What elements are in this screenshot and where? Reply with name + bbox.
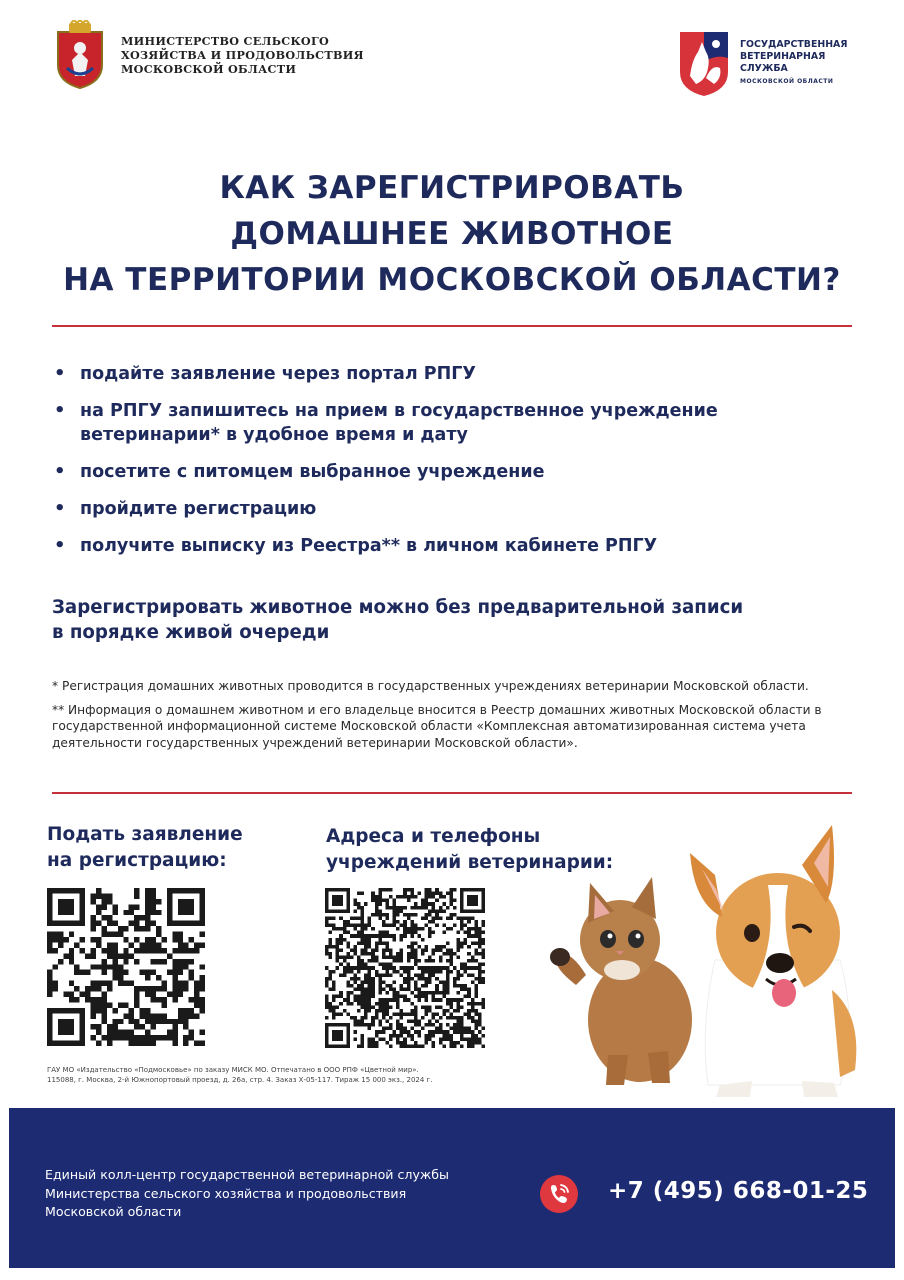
title-line-2: ДОМАШНЕЕ ЖИВОТНОЕ [230, 216, 674, 252]
apply-qr-heading [47, 822, 243, 874]
call-center-line-2: Министерства сельского хозяйства и продовольствия [45, 1185, 407, 1201]
registration-steps-list [52, 362, 852, 571]
vet-line-1: ГОСУДАРСТВЕННАЯ [740, 38, 848, 50]
phone-icon [540, 1175, 578, 1213]
imprint-line-2: 115088, г. Москва, 2-й Южнопортовый проезд, д. 26а, стр. 4. Заказ Х-05-117. Тираж 15 000 экз., 2024 г. [47, 1075, 433, 1084]
ministry-line-3: МОСКОВСКОЙ ОБЛАСТИ [121, 62, 297, 76]
ministry-line-2: ХОЗЯЙСТВА И ПРОДОВОЛЬСТВИЯ [121, 48, 364, 62]
vet-service-name [740, 39, 848, 88]
vet-service-block [676, 28, 848, 98]
apply-qr-code[interactable] [46, 888, 206, 1046]
step-item: • на РПГУ запишитесь на прием в государственное учреждение ветеринарии* в удобное время и дату [52, 399, 852, 447]
live-queue-line-2: в порядке живой очереди [52, 622, 330, 643]
footnote-2: ** Информация о домашнем животном и его владельце вносится в Реестр домашних животных Московской области в государственной информационной системе Московской области «Комплексная автоматизированная система учета деятельности государственных учреждений ветеринарии Московской области». [52, 702, 822, 750]
ministry-block [55, 20, 364, 90]
addresses-qr-code[interactable] [325, 888, 485, 1048]
step-item: • посетите с питомцем выбранное учреждение [52, 460, 852, 484]
ministry-name [121, 34, 364, 76]
call-center-line-1: Единый колл-центр государственной ветеринарной службы [45, 1167, 449, 1182]
bottom-divider [52, 792, 852, 794]
addresses-heading-line-2: учреждений ветеринарии: [326, 852, 614, 873]
title-line-3: НА ТЕРРИТОРИИ МОСКОВСКОЙ ОБЛАСТИ? [63, 262, 841, 298]
kitten-illustration [550, 877, 692, 1085]
title-line-1: КАК ЗАРЕГИСТРИРОВАТЬ [219, 170, 685, 206]
contact-footer [9, 1108, 895, 1268]
call-center-line-3: Московской области [45, 1204, 182, 1219]
top-divider [52, 325, 852, 327]
call-center-phone-link[interactable]: +7 (495) 668-01-25 [608, 1178, 869, 1204]
header [0, 0, 904, 120]
step-item: • пройдите регистрацию [52, 497, 852, 521]
vet-line-2: ВЕТЕРИНАРНАЯ [740, 50, 826, 62]
apply-heading-line-2: на регистрацию: [47, 850, 227, 871]
footnotes [52, 678, 852, 758]
print-imprint [47, 1066, 527, 1085]
vet-line-sub: МОСКОВСКОЙ ОБЛАСТИ [740, 77, 834, 85]
kitten-and-corgi-puppy-image [540, 815, 860, 1100]
ministry-line-1: МИНИСТЕРСТВО СЕЛЬСКОГО [121, 34, 330, 48]
apply-heading-line-1: Подать заявление [47, 824, 243, 845]
step-item: • получите выписку из Реестра** в личном кабинете РПГУ [52, 534, 852, 558]
footnote-1: * Регистрация домашних животных проводится в государственных учреждениях ветеринарии Московской области. [52, 679, 809, 693]
call-center-description [45, 1166, 449, 1222]
step-item: • подайте заявление через портал РПГУ [52, 362, 852, 386]
imprint-line-1: ГАУ МО «Издательство «Подмосковье» по заказу МИСК МО. Отпечатано в ООО РПФ «Цветной мир». [47, 1066, 419, 1074]
page-title [0, 165, 904, 303]
addresses-heading-line-1: Адреса и телефоны [326, 826, 541, 847]
moscow-region-coat-of-arms-icon [55, 20, 105, 90]
vet-line-3: СЛУЖБА [740, 62, 788, 74]
corgi-puppy-illustration [690, 825, 856, 1097]
live-queue-line-1: Зарегистрировать животное можно без предварительной записи [52, 597, 744, 618]
live-queue-note [52, 595, 852, 645]
vet-service-logo-icon [676, 28, 732, 98]
